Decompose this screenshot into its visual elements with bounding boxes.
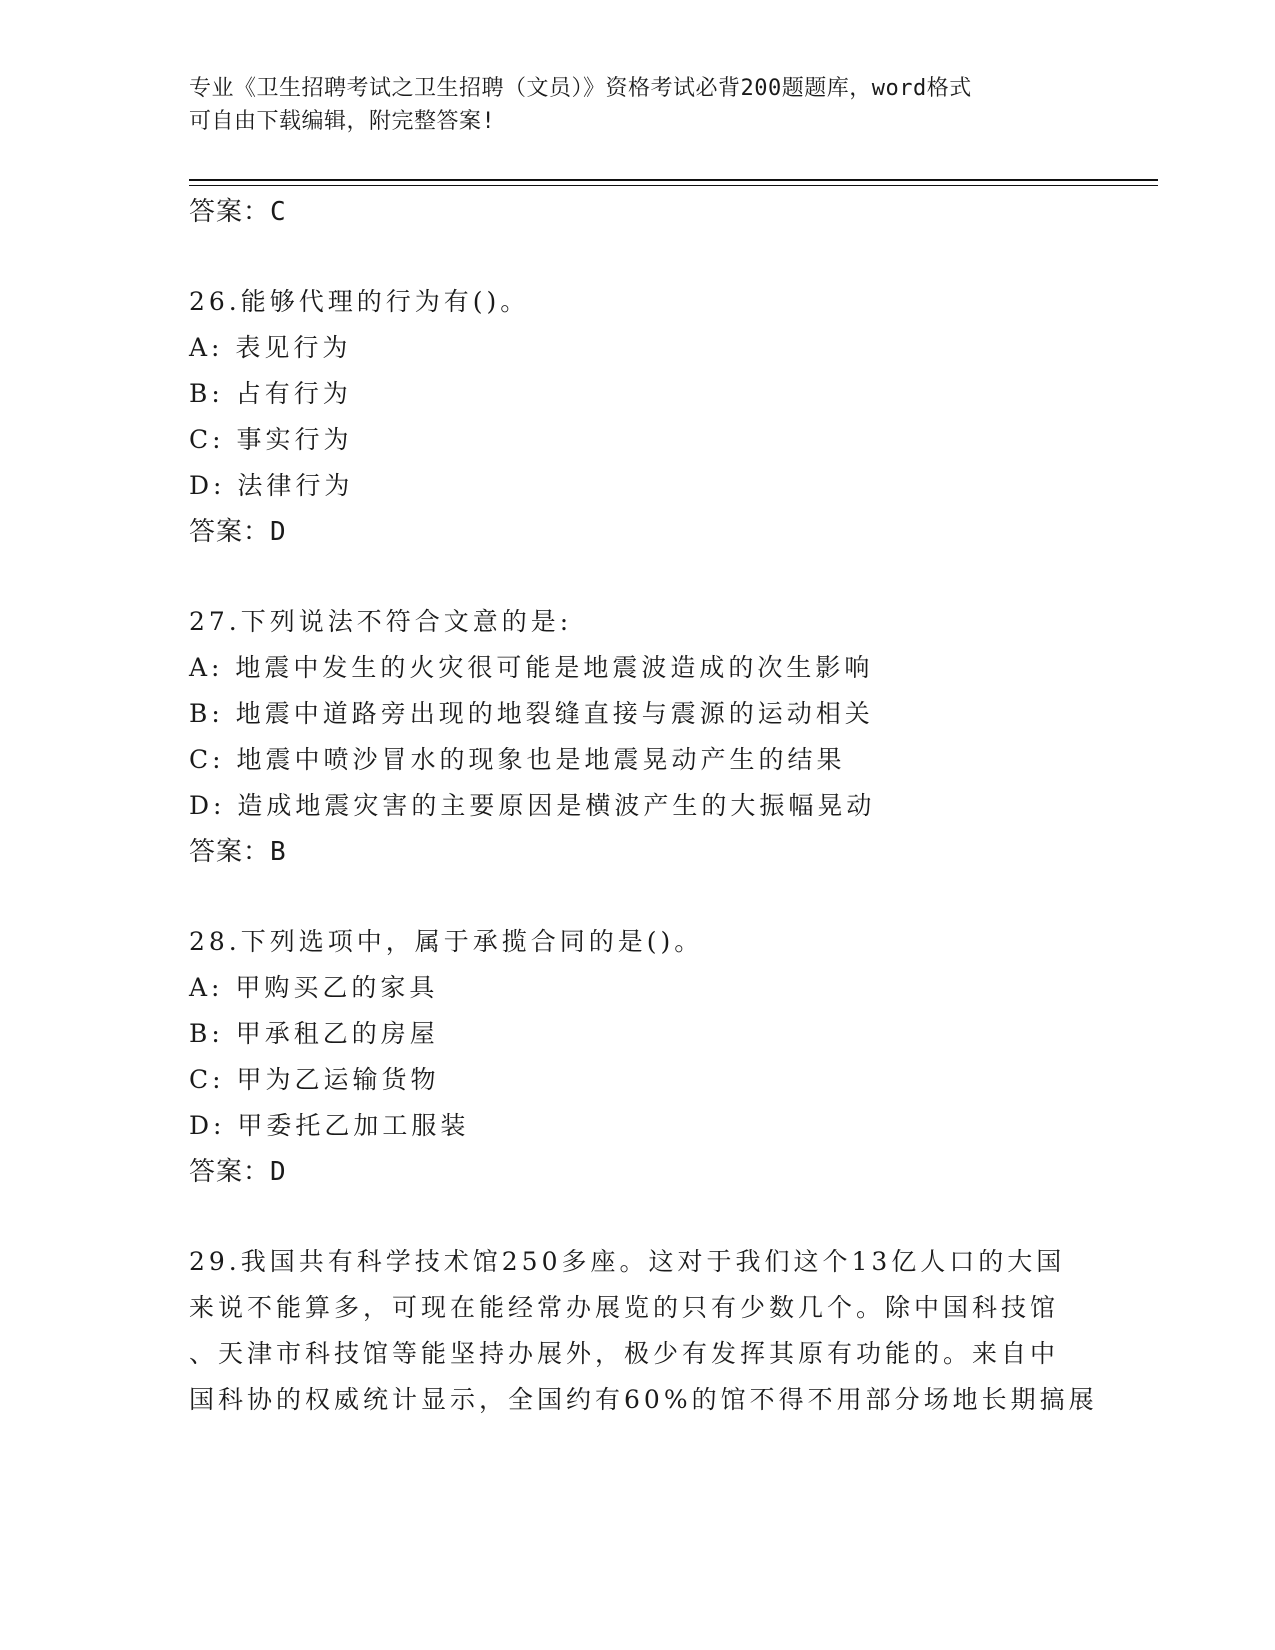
answer-line	[189, 509, 1089, 555]
question-26	[189, 279, 1089, 555]
document-header	[189, 72, 1069, 138]
answer-value: C	[270, 197, 287, 227]
header-title-line-2: 可自由下载编辑，附完整答案!	[189, 109, 496, 134]
question-27	[189, 599, 1089, 875]
answer-line	[189, 189, 1089, 235]
option-d: D: 甲委托乙加工服装	[189, 1111, 470, 1140]
answer-line	[189, 1149, 1089, 1195]
option-b: B: 地震中道路旁出现的地裂缝直接与震源的运动相关	[189, 699, 874, 728]
header-divider	[189, 179, 1158, 186]
question-stem: 28.下列选项中，属于承揽合同的是()。	[189, 927, 704, 956]
option-c: C: 地震中喷沙冒水的现象也是地震晃动产生的结果	[189, 745, 846, 774]
passage-line: 、天津市科技馆等能坚持办展外，极少有发挥其原有功能的。来自中	[189, 1339, 1060, 1368]
passage-line: 来说不能算多，可现在能经常办展览的只有少数几个。除中国科技馆	[189, 1293, 1060, 1322]
answer-label: 答案：	[189, 837, 271, 867]
option-a: A: 甲购买乙的家具	[189, 973, 439, 1002]
question-28	[189, 919, 1089, 1195]
option-c: C: 甲为乙运输货物	[189, 1065, 440, 1094]
answer-line	[189, 829, 1089, 875]
answer-value: B	[270, 837, 287, 867]
answer-label: 答案：	[189, 1157, 271, 1187]
option-d: D: 造成地震灾害的主要原因是横波产生的大振幅晃动	[189, 791, 876, 820]
header-title-line-1: 专业《卫生招聘考试之卫生招聘（文员）》资格考试必背200题题库，word格式	[189, 76, 972, 101]
answer-label: 答案：	[189, 197, 271, 227]
option-a: A: 地震中发生的火灾很可能是地震波造成的次生影响	[189, 653, 874, 682]
option-c: C: 事实行为	[189, 425, 353, 454]
option-a: A: 表见行为	[189, 333, 352, 362]
answer-value: D	[270, 517, 287, 547]
option-b: B: 占有行为	[189, 379, 352, 408]
document-body	[189, 189, 1098, 1423]
answer-value: D	[270, 1157, 287, 1187]
passage-line: 国科协的权威统计显示，全国约有60%的馆不得不用部分场地长期搞展	[189, 1385, 1098, 1414]
answer-label: 答案：	[189, 517, 271, 547]
passage-line: 29.我国共有科学技术馆250多座。这对于我们这个13亿人口的大国	[189, 1247, 1066, 1276]
question-stem: 27.下列说法不符合文意的是:	[189, 607, 573, 636]
option-b: B: 甲承租乙的房屋	[189, 1019, 439, 1048]
option-d: D: 法律行为	[189, 471, 354, 500]
question-stem: 26.能够代理的行为有()。	[189, 287, 530, 316]
question-29-passage	[189, 1239, 1098, 1423]
